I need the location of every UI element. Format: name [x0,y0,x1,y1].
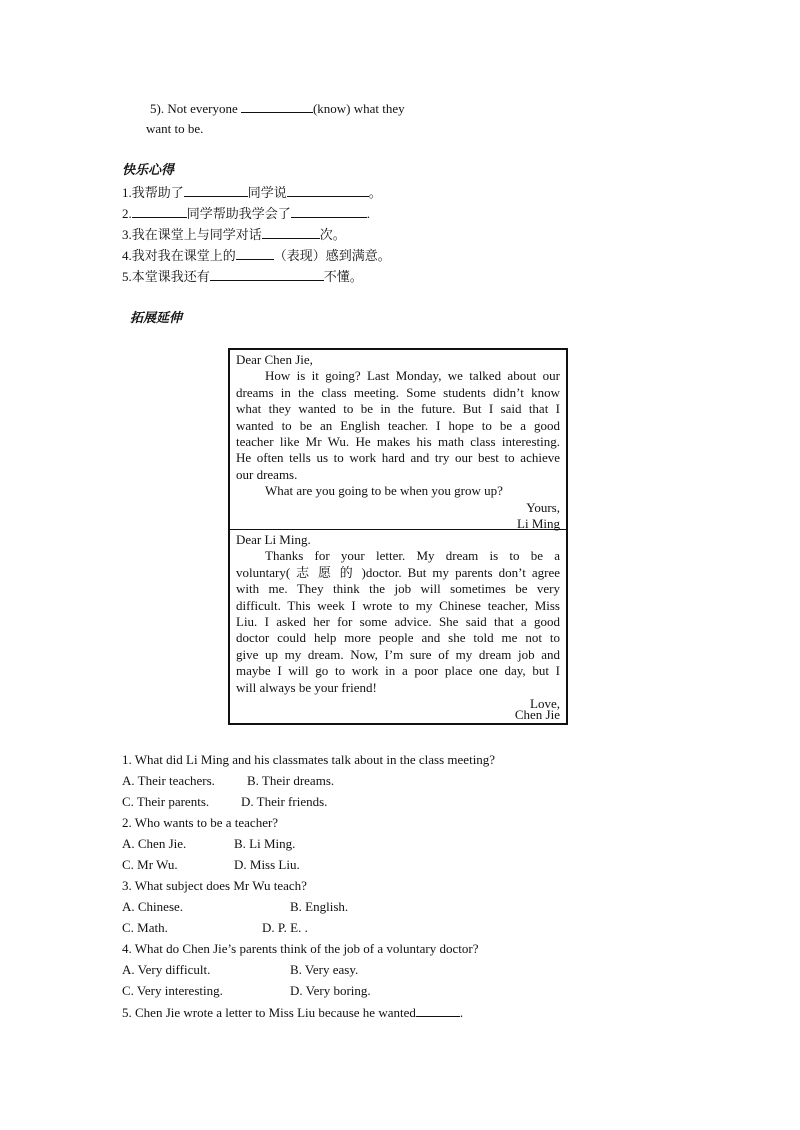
happy-item-text: 4.我对我在课堂上的 [122,248,236,263]
letter-2-line: Thanks for your letter. My dream is to be a [265,548,560,564]
letter-1-line: wanted to be an English teacher. I hope to be a good [236,417,560,433]
letter-1-closing: Yours, [526,499,560,515]
option-2c[interactable]: C. Mr Wu. [122,857,178,872]
happy-section-title: 快乐心得 [122,163,175,178]
happy-item-text: 次。 [319,227,346,242]
letter-1-signature: Li Ming [517,516,560,531]
exercise-5-prefix: 5). Not everyone [150,101,241,116]
exercise-5-line-2: want to be. [146,121,204,136]
letter-1-line: How is it going? Last Monday, we talked about our [265,368,560,384]
happy-item-text: （表现）感到满意。 [273,248,391,263]
letter-1-line: teacher like Mr Wu. He makes his math class interesting. [236,434,560,449]
letter-2-greeting: Dear Li Ming. [236,532,311,547]
happy-item-text: 1.我帮助了 [122,185,184,200]
happy-item-text: 2. [122,206,132,221]
option-1d[interactable]: D. Their friends. [241,794,328,809]
letter-divider [230,529,566,530]
happy-item-text: 5.本堂课我还有 [122,269,210,284]
question-2: 2. Who wants to be a teacher? [122,815,279,830]
option-4b[interactable]: B. Very easy. [290,962,359,977]
happy-item-text: 3.我在课堂上与同学对话 [122,227,262,242]
answer-blank[interactable] [236,247,274,260]
answer-blank[interactable] [241,100,313,113]
happy-item-text: 同学说 [247,185,287,200]
option-3b[interactable]: B. English. [290,899,349,914]
option-2a[interactable]: A. Chen Jie. [122,836,187,851]
option-1a[interactable]: A. Their teachers. [122,773,215,788]
letter-1-line: our dreams. [236,466,298,482]
option-2b[interactable]: B. Li Ming. [234,836,296,851]
letter-1-line: what they wanted to be in the future. But I said that I [236,401,560,417]
answer-blank[interactable] [210,268,324,281]
question-3: 3. What subject does Mr Wu teach? [122,878,307,893]
question-5-period: . [459,1005,464,1020]
happy-item-4 [122,247,391,264]
happy-item-2 [122,205,370,222]
exercise-5-suffix: (know) what they [312,101,405,116]
question-4: 4. What do Chen Jie’s parents think of the job of a voluntary doctor? [122,941,479,956]
option-1c[interactable]: C. Their parents. [122,794,210,809]
option-1b[interactable]: B. Their dreams. [247,773,335,788]
letter-2-signature: Chen Jie [514,707,560,722]
happy-item-text: . [366,206,371,221]
option-3a[interactable]: A. Chinese. [122,899,184,914]
question-1: 1. What did Li Ming and his classmates talk about in the class meeting? [122,752,496,767]
letter-2-line: will always be your friend! [236,679,377,695]
letter-2-line: give up my dream. Now, I’m sure of my dream job and [236,646,560,662]
option-3c[interactable]: C. Math. [122,920,168,935]
answer-blank[interactable] [287,184,369,197]
letter-2-line: Liu. I asked her for some advice. She said that a good [236,614,560,629]
letter-1-line: He often tells us to work hard and try our best to achieve [236,450,560,466]
option-3d[interactable]: D. P. E. . [262,920,308,935]
question-5 [122,1004,463,1021]
happy-item-text: 不懂。 [323,269,363,284]
happy-item-text: 同学帮助我学会了 [186,206,291,221]
letter-2-line: maybe I will go to work in a poor place one day, but I [236,663,560,679]
happy-item-5 [122,268,363,285]
option-4d[interactable]: D. Very boring. [290,983,371,998]
option-4c[interactable]: C. Very interesting. [122,983,223,998]
option-4a[interactable]: A. Very difficult. [122,962,211,977]
letters-box [228,348,568,725]
answer-blank[interactable] [291,205,367,218]
exercise-5-line-1 [150,100,405,117]
answer-blank[interactable] [132,205,187,218]
letter-2-line: voluntary( 志 愿 的 )doctor. But my parents don’t agree [236,564,560,580]
letter-1-line: What are you going to be when you grow up? [265,483,503,499]
letter-2-line: doctor could help more people and she told me not to [236,630,560,646]
happy-item-text: 。 [368,185,382,200]
letter-2-closing: Love, [530,696,560,711]
answer-blank[interactable] [416,1004,460,1017]
happy-item-3 [122,226,346,243]
happy-item-1 [122,184,382,201]
answer-blank[interactable] [184,184,248,197]
letter-1-line: dreams in the class meeting. Some students didn’t know [236,384,560,400]
letter-2-line: with me. They think the job will sometimes be very [236,581,560,597]
letter-2-line: difficult. This week I wrote to my Chinese teacher, Miss [236,597,560,613]
answer-blank[interactable] [262,226,320,239]
extension-title: 拓展延伸 [130,311,183,326]
question-5-text: 5. Chen Jie wrote a letter to Miss Liu because he wanted [122,1005,416,1020]
letter-1-greeting: Dear Chen Jie, [236,352,313,367]
option-2d[interactable]: D. Miss Liu. [234,857,300,872]
